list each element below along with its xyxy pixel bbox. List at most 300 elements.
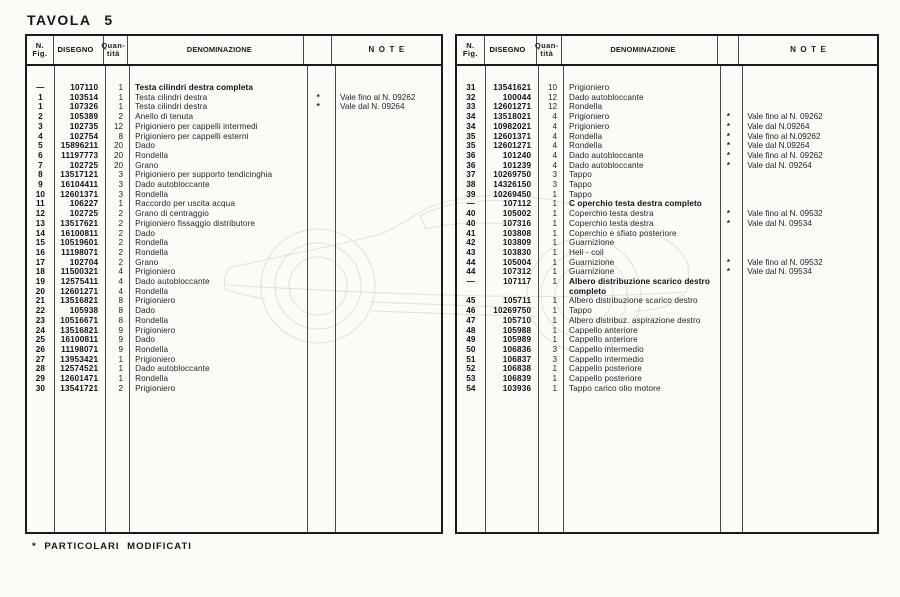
star-cell: * bbox=[726, 112, 731, 122]
star-cell bbox=[304, 355, 332, 365]
denominazione-cell: Rondella bbox=[135, 286, 169, 296]
table-row bbox=[27, 287, 441, 297]
disegno-cell: 16100811 bbox=[60, 228, 99, 238]
note-cell bbox=[332, 180, 441, 190]
note-cell bbox=[332, 258, 441, 268]
star-cell bbox=[304, 316, 332, 326]
note-cell bbox=[739, 229, 877, 239]
fig-cell: — bbox=[466, 199, 475, 209]
star-cell bbox=[304, 326, 332, 336]
disegno-cell: 13516821 bbox=[60, 296, 99, 306]
star-cell bbox=[304, 335, 332, 345]
note-cell bbox=[739, 306, 877, 316]
fig-cell: 17 bbox=[35, 257, 45, 267]
fig-cell: 51 bbox=[466, 354, 476, 364]
note-cell bbox=[739, 355, 877, 365]
table-row bbox=[27, 93, 441, 103]
disegno-cell: 12601271 bbox=[493, 141, 532, 151]
table-row bbox=[27, 384, 441, 394]
qty-cell: 1 bbox=[118, 102, 124, 112]
disegno-cell: 107110 bbox=[70, 83, 99, 92]
disegno-cell: 15896211 bbox=[60, 141, 99, 151]
table-row bbox=[27, 355, 441, 365]
denominazione-cell: Cappello intermedio bbox=[569, 354, 644, 364]
disegno-cell: 16100811 bbox=[60, 335, 99, 345]
disegno-cell: 102754 bbox=[69, 131, 99, 141]
note-cell bbox=[332, 161, 441, 171]
fig-cell: 33 bbox=[466, 102, 476, 112]
star-cell bbox=[304, 112, 332, 122]
denominazione-cell: Prigioniero bbox=[135, 325, 176, 335]
qty-cell: 2 bbox=[118, 383, 124, 393]
note-cell bbox=[332, 296, 441, 306]
table-row bbox=[457, 374, 877, 384]
qty-cell: 1 bbox=[552, 306, 558, 316]
qty-cell: 8 bbox=[118, 296, 124, 306]
star-cell bbox=[304, 374, 332, 384]
disegno-cell: 12574521 bbox=[60, 364, 99, 374]
qty-cell: 8 bbox=[118, 131, 124, 141]
fig-cell: 16 bbox=[35, 247, 45, 257]
note-cell bbox=[332, 219, 441, 229]
disegno-cell: 105389 bbox=[69, 112, 99, 122]
star-cell bbox=[304, 306, 332, 316]
denominazione-cell: Dado autobloccante bbox=[569, 160, 644, 170]
fig-cell: 38 bbox=[466, 180, 476, 190]
note-cell bbox=[739, 102, 877, 112]
qty-cell: 8 bbox=[118, 315, 124, 325]
qty-cell: 20 bbox=[113, 150, 124, 160]
star-cell: * bbox=[726, 141, 731, 151]
denominazione-cell: Rondella bbox=[135, 315, 169, 325]
star-cell bbox=[304, 190, 332, 200]
disegno-cell: 106838 bbox=[502, 364, 532, 374]
fig-cell: 6 bbox=[38, 150, 43, 160]
denominazione-cell: Tappo bbox=[569, 306, 592, 316]
table-row bbox=[457, 151, 877, 161]
disegno-cell: 10269750 bbox=[493, 170, 532, 180]
fig-cell: 2 bbox=[38, 112, 43, 122]
qty-cell: 4 bbox=[552, 112, 558, 122]
note-cell bbox=[332, 122, 441, 132]
fig-cell: 30 bbox=[35, 383, 45, 393]
disegno-cell: 105710 bbox=[502, 315, 532, 325]
table-row bbox=[27, 151, 441, 161]
denominazione-cell: Prigioniero per supporto tendicinghia bbox=[135, 170, 273, 180]
note-cell bbox=[739, 180, 877, 190]
qty-cell: 9 bbox=[118, 344, 124, 354]
table-row bbox=[27, 161, 441, 171]
qty-cell: 1 bbox=[552, 296, 558, 306]
note-cell: Vale dal N. 09264 bbox=[747, 160, 812, 170]
qty-cell: 1 bbox=[118, 92, 124, 102]
qty-cell: 1 bbox=[552, 374, 558, 384]
disegno-cell: 101239 bbox=[502, 160, 532, 170]
table-row bbox=[457, 102, 877, 112]
column-header-disegno: DISEGNO bbox=[485, 36, 538, 64]
qty-cell: 3 bbox=[552, 344, 558, 354]
fig-cell: 44 bbox=[466, 267, 476, 277]
modified-parts-footnote: * PARTICOLARI MODIFICATI bbox=[32, 541, 192, 552]
fig-cell: 15 bbox=[35, 238, 45, 248]
table-row bbox=[457, 296, 877, 306]
disegno-cell: 102725 bbox=[69, 209, 99, 219]
fig-cell: 35 bbox=[466, 141, 476, 151]
table-row bbox=[27, 345, 441, 355]
qty-cell: 1 bbox=[552, 247, 558, 257]
denominazione-cell: Testa cilindri destra completa bbox=[135, 83, 254, 92]
star-cell bbox=[304, 258, 332, 268]
star-cell bbox=[304, 83, 332, 93]
note-cell bbox=[332, 248, 441, 258]
note-cell: Vale fino al N. 09532 bbox=[747, 257, 823, 267]
denominazione-cell: Dado autobloccante bbox=[135, 180, 210, 190]
denominazione-cell: Prigioniero bbox=[569, 121, 610, 131]
disegno-cell: 12601271 bbox=[60, 286, 99, 296]
denominazione-cell: Prigioniero per cappelli esterni bbox=[135, 131, 249, 141]
qty-cell: 20 bbox=[113, 160, 124, 170]
denominazione-cell: Tappo carico olio motore bbox=[569, 383, 661, 393]
table-row bbox=[27, 190, 441, 200]
note-cell bbox=[332, 306, 441, 316]
table-row bbox=[457, 364, 877, 374]
star-cell: * bbox=[726, 218, 731, 228]
disegno-cell: 102704 bbox=[69, 257, 99, 267]
disegno-cell: 13518021 bbox=[493, 112, 532, 122]
note-cell bbox=[332, 316, 441, 326]
star-cell bbox=[304, 267, 332, 277]
table-row bbox=[27, 180, 441, 190]
star-cell bbox=[304, 238, 332, 248]
disegno-cell: 12601371 bbox=[493, 131, 532, 141]
parts-table-left bbox=[25, 34, 443, 534]
denominazione-cell: Albero distribuzione scarico destro completo bbox=[569, 277, 710, 296]
fig-cell: 25 bbox=[35, 335, 45, 345]
star-cell: * bbox=[726, 257, 731, 267]
denominazione-cell: Cappello anteriore bbox=[569, 325, 638, 335]
star-cell: * bbox=[726, 131, 731, 141]
denominazione-cell: Cappello posteriore bbox=[569, 374, 642, 384]
disegno-cell: 103514 bbox=[69, 92, 99, 102]
denominazione-cell: Tappo bbox=[569, 170, 592, 180]
denominazione-cell: Rondella bbox=[135, 374, 169, 384]
table-body bbox=[27, 66, 441, 532]
fig-cell: 48 bbox=[466, 325, 476, 335]
table-row bbox=[457, 267, 877, 277]
table-row bbox=[457, 93, 877, 103]
note-cell bbox=[332, 199, 441, 209]
fig-cell: 29 bbox=[35, 374, 45, 384]
denominazione-cell: Heli - coil bbox=[569, 247, 604, 257]
table-row bbox=[457, 209, 877, 219]
table-row bbox=[27, 132, 441, 142]
note-cell bbox=[332, 326, 441, 336]
note-cell bbox=[739, 93, 877, 103]
table-header bbox=[27, 36, 441, 66]
column-header-star bbox=[304, 36, 332, 64]
fig-cell: 47 bbox=[466, 315, 476, 325]
disegno-cell: 13517121 bbox=[60, 170, 99, 180]
disegno-cell: 105711 bbox=[503, 296, 532, 306]
qty-cell: 4 bbox=[118, 267, 124, 277]
qty-cell: 1 bbox=[552, 325, 558, 335]
note-cell bbox=[739, 190, 877, 200]
table-row bbox=[457, 316, 877, 326]
qty-cell: 3 bbox=[552, 170, 558, 180]
fig-cell: 21 bbox=[35, 296, 45, 306]
note-cell bbox=[332, 229, 441, 239]
fig-cell: 45 bbox=[466, 296, 476, 306]
star-cell bbox=[304, 248, 332, 258]
star-cell bbox=[304, 219, 332, 229]
note-cell bbox=[332, 151, 441, 161]
note-cell bbox=[332, 83, 441, 93]
table-row bbox=[27, 219, 441, 229]
denominazione-cell: Prigioniero bbox=[135, 267, 176, 277]
star-cell bbox=[304, 345, 332, 355]
table-row bbox=[27, 141, 441, 151]
note-cell bbox=[739, 248, 877, 258]
qty-cell: 2 bbox=[118, 257, 124, 267]
note-cell bbox=[332, 190, 441, 200]
note-cell bbox=[332, 355, 441, 365]
table-row bbox=[27, 112, 441, 122]
denominazione-cell: Rondella bbox=[569, 141, 603, 151]
parts-table-right bbox=[455, 34, 879, 534]
note-cell bbox=[739, 296, 877, 306]
denominazione-cell: Grano bbox=[135, 160, 159, 170]
note-cell bbox=[332, 132, 441, 142]
fig-cell: 24 bbox=[35, 325, 45, 335]
disegno-cell: 106837 bbox=[502, 354, 532, 364]
column-header-denominazione: DENOMINAZIONE bbox=[128, 36, 304, 64]
fig-cell: 40 bbox=[466, 209, 476, 219]
disegno-cell: 13953421 bbox=[60, 354, 99, 364]
qty-cell: 2 bbox=[118, 112, 124, 122]
qty-cell: 1 bbox=[118, 354, 124, 364]
qty-cell: 4 bbox=[552, 131, 558, 141]
column-header-fig: N. Fig. bbox=[457, 36, 485, 64]
fig-cell: 34 bbox=[466, 121, 476, 131]
table-row bbox=[457, 229, 877, 239]
denominazione-cell: Dado bbox=[135, 141, 156, 151]
disegno-cell: 106839 bbox=[502, 374, 532, 384]
denominazione-cell: Albero distribuzione scarico destro bbox=[569, 296, 698, 306]
fig-cell: 44 bbox=[466, 257, 476, 267]
star-cell: * bbox=[726, 160, 731, 170]
note-cell bbox=[739, 199, 877, 209]
note-cell bbox=[332, 238, 441, 248]
qty-cell: 2 bbox=[118, 247, 124, 257]
fig-cell: 34 bbox=[466, 112, 476, 122]
denominazione-cell: Rondella bbox=[135, 238, 169, 248]
disegno-cell: 12601371 bbox=[60, 189, 99, 199]
fig-cell: 1 bbox=[38, 92, 43, 102]
note-cell bbox=[739, 170, 877, 180]
denominazione-cell: Dado autobloccante bbox=[569, 150, 644, 160]
star-cell bbox=[304, 229, 332, 239]
disegno-cell: 107312 bbox=[502, 267, 532, 277]
table-row bbox=[27, 335, 441, 345]
table-row bbox=[457, 132, 877, 142]
qty-cell: 1 bbox=[552, 267, 558, 277]
note-cell bbox=[332, 384, 441, 394]
star-cell: * bbox=[726, 121, 731, 131]
fig-cell: 52 bbox=[466, 364, 476, 374]
note-cell: Vale fino al N. 09262 bbox=[747, 112, 823, 122]
table-row bbox=[457, 355, 877, 365]
note-cell bbox=[739, 335, 877, 345]
note-cell: Vale dal N.09264 bbox=[747, 141, 810, 151]
star-cell bbox=[304, 151, 332, 161]
denominazione-cell: Rondella bbox=[569, 102, 603, 112]
note-cell: Vale dal N. 09534 bbox=[747, 218, 812, 228]
note-cell: Vale fino al N. 09262 bbox=[340, 92, 416, 102]
fig-cell: 36 bbox=[466, 160, 476, 170]
note-cell bbox=[332, 374, 441, 384]
qty-cell: 4 bbox=[118, 286, 124, 296]
note-cell bbox=[739, 83, 877, 93]
note-cell bbox=[739, 316, 877, 326]
denominazione-cell: Testa cilindri destra bbox=[135, 102, 208, 112]
table-row bbox=[457, 219, 877, 229]
fig-cell: 26 bbox=[35, 344, 45, 354]
table-row bbox=[457, 326, 877, 336]
star-cell: * bbox=[726, 267, 731, 277]
table-row bbox=[457, 238, 877, 248]
fig-cell: 36 bbox=[466, 150, 476, 160]
qty-cell: 1 bbox=[552, 315, 558, 325]
star-cell bbox=[304, 141, 332, 151]
qty-cell: 2 bbox=[118, 238, 124, 248]
qty-cell: 1 bbox=[552, 199, 558, 209]
table-row bbox=[457, 248, 877, 258]
qty-cell: 1 bbox=[118, 199, 124, 209]
disegno-cell: 13541721 bbox=[60, 383, 99, 393]
star-cell bbox=[304, 209, 332, 219]
denominazione-cell: Prigioniero fissaggio distributore bbox=[135, 218, 255, 228]
qty-cell: 4 bbox=[552, 160, 558, 170]
column-header-disegno: DISEGNO bbox=[54, 36, 105, 64]
table-row bbox=[457, 384, 877, 394]
note-cell bbox=[332, 335, 441, 345]
qty-cell: 1 bbox=[118, 374, 124, 384]
denominazione-cell: Dado autobloccante bbox=[569, 92, 644, 102]
disegno-cell: 107326 bbox=[69, 102, 99, 112]
table-row bbox=[27, 229, 441, 239]
disegno-cell: 105989 bbox=[502, 335, 532, 345]
qty-cell: 12 bbox=[547, 92, 558, 102]
note-cell bbox=[739, 374, 877, 384]
disegno-cell: 102735 bbox=[69, 121, 99, 131]
table-row bbox=[457, 258, 877, 268]
note-cell bbox=[739, 238, 877, 248]
denominazione-cell: Coperchio testa destra bbox=[569, 209, 654, 219]
table-row bbox=[457, 190, 877, 200]
fig-cell: 19 bbox=[35, 277, 45, 287]
column-header-note: NOTE bbox=[368, 44, 409, 54]
disegno-cell: 13517621 bbox=[60, 218, 99, 228]
fig-cell: 4 bbox=[38, 131, 43, 141]
star-cell bbox=[304, 364, 332, 374]
table-header bbox=[457, 36, 877, 66]
qty-cell: 1 bbox=[552, 277, 558, 287]
disegno-cell: 103808 bbox=[502, 228, 532, 238]
star-cell bbox=[304, 277, 332, 287]
denominazione-cell: Coperchio e sfiato posteriore bbox=[569, 228, 677, 238]
disegno-cell: 12601271 bbox=[493, 102, 532, 112]
qty-cell: 1 bbox=[552, 257, 558, 267]
disegno-cell: 103809 bbox=[502, 238, 532, 248]
fig-cell: — bbox=[36, 83, 45, 92]
denominazione-cell: Prigioniero bbox=[135, 383, 176, 393]
fig-cell: 9 bbox=[38, 180, 43, 190]
fig-cell: 31 bbox=[466, 83, 476, 92]
qty-cell: 1 bbox=[552, 228, 558, 238]
disegno-cell: 103830 bbox=[502, 247, 532, 257]
denominazione-cell: Rondella bbox=[135, 189, 169, 199]
fig-cell: 46 bbox=[466, 306, 476, 316]
qty-cell: 8 bbox=[118, 306, 124, 316]
fig-cell: 42 bbox=[466, 238, 476, 248]
table-row bbox=[457, 345, 877, 355]
denominazione-cell: Dado autobloccante bbox=[135, 277, 210, 287]
table-body bbox=[457, 66, 877, 532]
page-title: TAVOLA 5 bbox=[27, 12, 114, 28]
fig-cell: 41 bbox=[466, 228, 476, 238]
star-cell bbox=[304, 296, 332, 306]
disegno-cell: 107316 bbox=[502, 218, 532, 228]
fig-cell: 50 bbox=[466, 344, 476, 354]
qty-cell: 1 bbox=[552, 189, 558, 199]
fig-cell: 20 bbox=[35, 286, 45, 296]
table-row bbox=[27, 238, 441, 248]
note-cell: Vale dal N.09264 bbox=[747, 121, 810, 131]
qty-cell: 3 bbox=[552, 180, 558, 190]
denominazione-cell: Testa cilindri destra bbox=[135, 92, 208, 102]
qty-cell: 12 bbox=[113, 121, 124, 131]
note-cell bbox=[332, 170, 441, 180]
column-header-star bbox=[718, 36, 740, 64]
denominazione-cell: Guarnizione bbox=[569, 238, 615, 248]
table-row bbox=[457, 122, 877, 132]
denominazione-cell: Rondella bbox=[135, 344, 169, 354]
table-row bbox=[27, 122, 441, 132]
fig-cell: 23 bbox=[35, 315, 45, 325]
denominazione-cell: Guarnizione bbox=[569, 267, 615, 277]
disegno-cell: 107112 bbox=[503, 199, 532, 209]
qty-cell: 1 bbox=[552, 335, 558, 345]
fig-cell: 18 bbox=[35, 267, 45, 277]
qty-cell: 1 bbox=[552, 238, 558, 248]
table-row bbox=[27, 306, 441, 316]
table-row bbox=[27, 83, 441, 93]
disegno-cell: 105988 bbox=[502, 325, 532, 335]
table-row bbox=[457, 306, 877, 316]
qty-cell: 4 bbox=[118, 277, 124, 287]
table-row bbox=[27, 326, 441, 336]
qty-cell: 2 bbox=[118, 209, 124, 219]
qty-cell: 2 bbox=[118, 218, 124, 228]
note-cell: Vale fino al N.09262 bbox=[747, 131, 821, 141]
denominazione-cell: Prigioniero per cappelli intermedi bbox=[135, 121, 258, 131]
disegno-cell: 102725 bbox=[69, 160, 99, 170]
table-row bbox=[27, 209, 441, 219]
table-row bbox=[27, 102, 441, 112]
fig-cell: 22 bbox=[35, 306, 45, 316]
fig-cell: 39 bbox=[466, 189, 476, 199]
disegno-cell: 14326150 bbox=[493, 180, 532, 190]
